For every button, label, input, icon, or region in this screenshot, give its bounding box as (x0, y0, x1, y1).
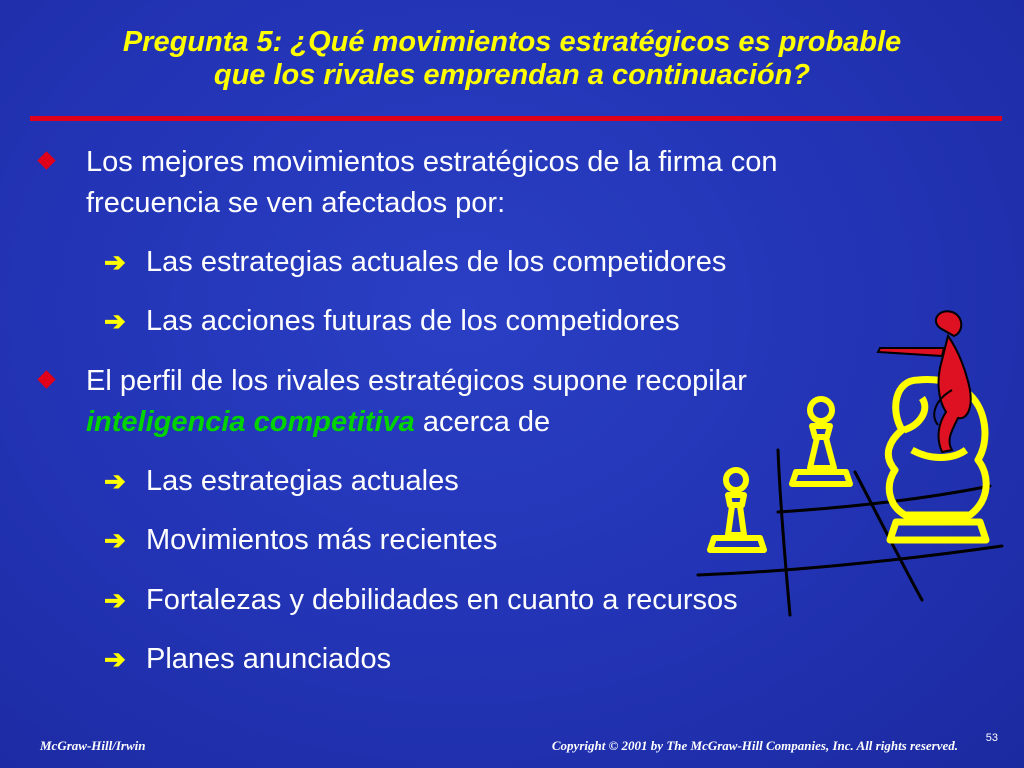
highlight-text: inteligencia competitiva (86, 406, 415, 438)
yellow-arrow-icon: ➔ (104, 306, 126, 336)
footer-publisher: McGraw-Hill/Irwin (40, 738, 146, 753)
yellow-arrow-icon: ➔ (104, 247, 126, 277)
sub-bullet-text: Las estrategias actuales de los competidores (146, 246, 727, 278)
slide-title-line1: Pregunta 5: ¿Qué movimientos estratégicos es probable (122, 26, 902, 58)
page-number: 53 (985, 732, 998, 744)
bullet-text-wrap (86, 402, 550, 443)
sub-bullet-text: Movimientos más recientes (146, 524, 498, 556)
bullet-text: El perfil de los rivales estratégicos supone recopilar (86, 365, 747, 397)
slide-title-line2: que los rivales emprendan a continuación? (213, 59, 811, 91)
chess-pieces-illustration (690, 300, 1010, 620)
bullet-text: Los mejores movimientos estratégicos de la firma con (86, 146, 778, 178)
pawn-small-icon (710, 470, 764, 550)
sub-bullet-text: Las estrategias actuales (146, 465, 459, 497)
sub-bullet-text: Las acciones futuras de los competidores (146, 305, 680, 337)
footer-copyright: Copyright © 2001 by The McGraw-Hill Companies, Inc. All rights reserved. (551, 738, 958, 753)
yellow-arrow-icon: ➔ (104, 585, 126, 615)
yellow-arrow-icon: ➔ (104, 525, 126, 555)
pawn-tall-icon (792, 399, 850, 484)
sub-bullet-text: Fortalezas y debilidades en cuanto a recursos (146, 584, 738, 616)
red-diamond-icon (37, 151, 55, 169)
bullet-text: frecuencia se ven afectados por: (86, 187, 506, 219)
yellow-arrow-icon: ➔ (104, 466, 126, 496)
red-diamond-icon (37, 370, 55, 388)
bullet-text-rest: acerca de (414, 406, 551, 438)
sub-bullet-text: Planes anunciados (146, 643, 392, 675)
yellow-arrow-icon: ➔ (104, 644, 126, 674)
